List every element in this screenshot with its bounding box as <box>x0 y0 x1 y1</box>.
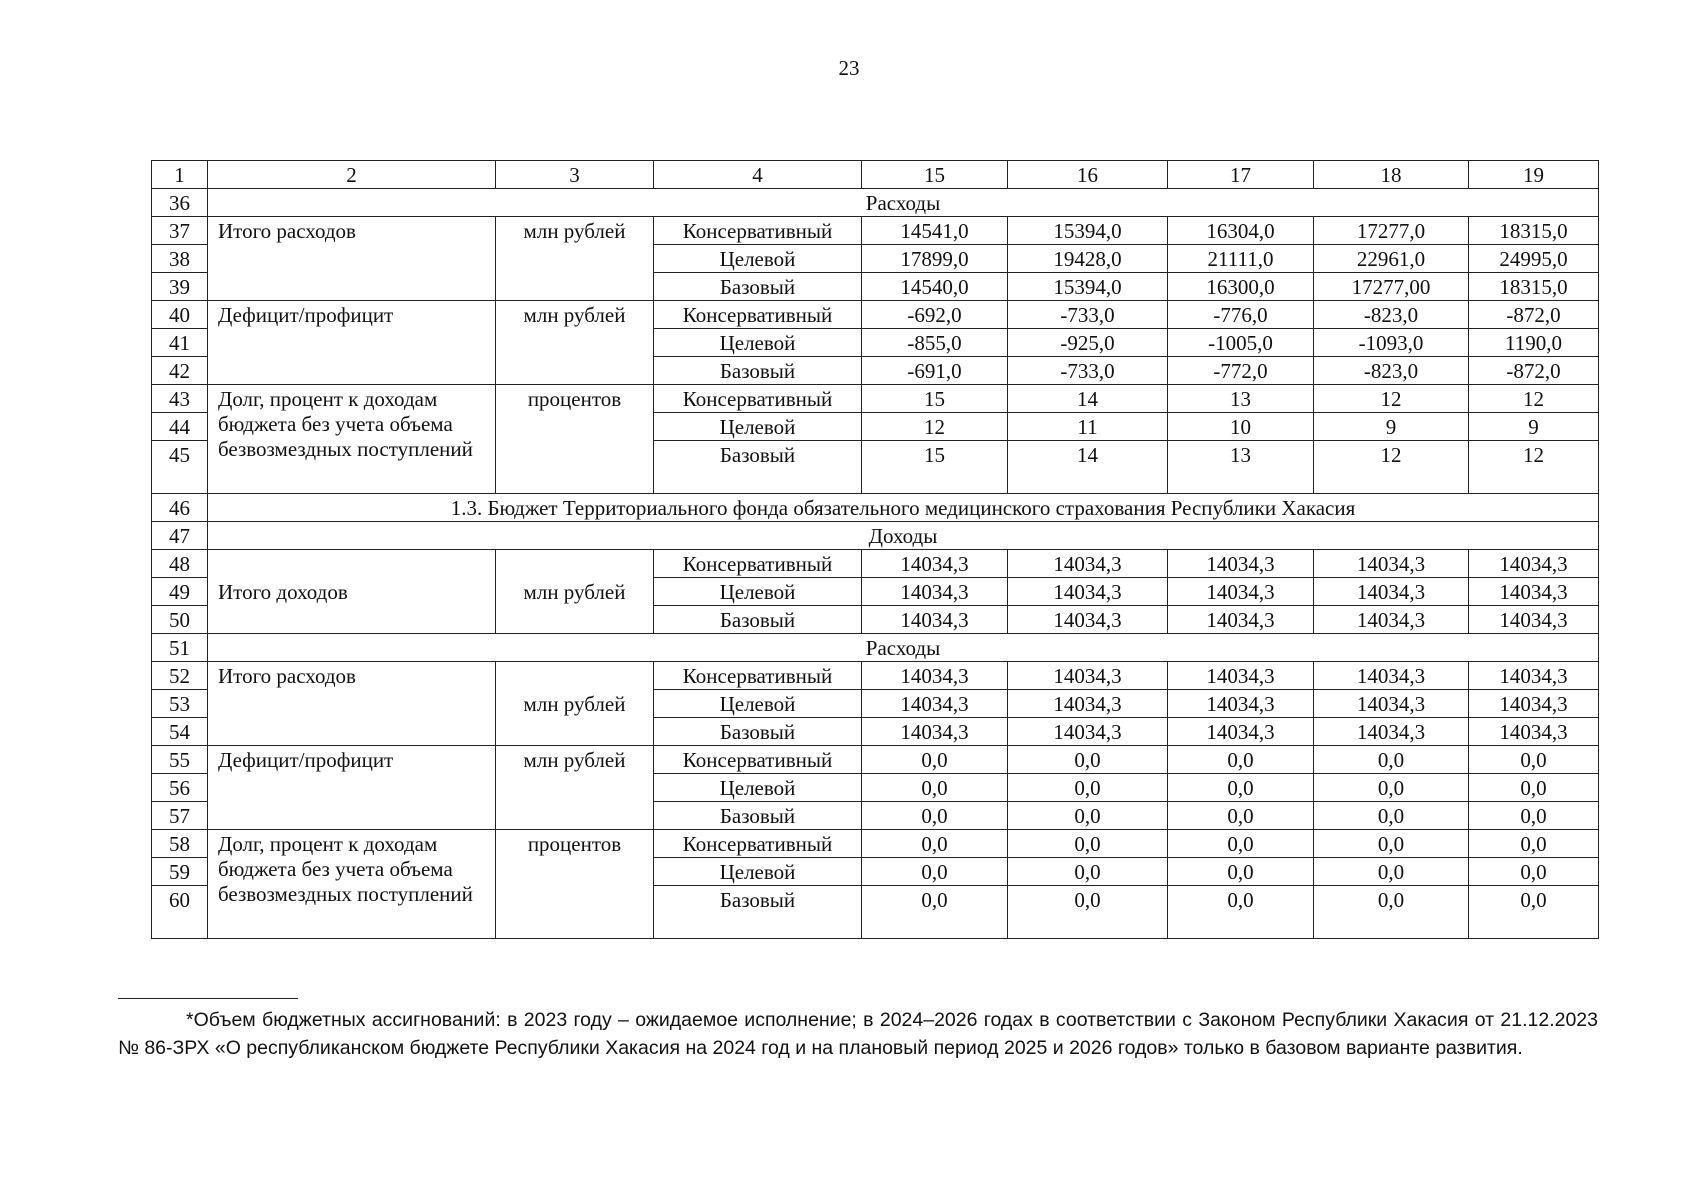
value-cell: 0,0 <box>1008 858 1168 886</box>
value-cell: 0,0 <box>862 774 1008 802</box>
row-number: 36 <box>152 189 208 217</box>
row-number: 40 <box>152 301 208 329</box>
value-cell: 0,0 <box>1469 746 1599 774</box>
value-cell: 0,0 <box>1314 858 1469 886</box>
value-cell: 14034,3 <box>862 718 1008 746</box>
scenario-cell: Консервативный <box>654 550 862 578</box>
value-cell: 14034,3 <box>862 550 1008 578</box>
scenario-cell: Целевой <box>654 858 862 886</box>
value-cell: -925,0 <box>1008 329 1168 357</box>
value-cell: 0,0 <box>1469 774 1599 802</box>
value-cell: 12 <box>1469 385 1599 413</box>
value-cell: 0,0 <box>1469 858 1599 886</box>
row-number: 42 <box>152 357 208 385</box>
footnote-text: *Объем бюджетных ассигнований: в 2023 году – ожидаемое исполнение; в 2024–2026 годах в соответствии с Законом Республики Хакасия от 21.12.2023 № 86-ЗРХ «О республиканском бюджете Республики Хакасия на 2024 год и на плановый период 2025 и 2026 годов» только в базовом варианте развития. <box>118 1009 1598 1059</box>
table-row <box>152 634 1599 662</box>
value-cell: 0,0 <box>1314 802 1469 830</box>
scenario-cell: Целевой <box>654 413 862 441</box>
value-cell: 14034,3 <box>862 578 1008 606</box>
budget-table <box>151 160 1599 939</box>
value-cell: 12 <box>1314 441 1469 494</box>
row-number: 53 <box>152 690 208 718</box>
value-cell: 0,0 <box>1168 830 1314 858</box>
value-cell: 17277,0 <box>1314 217 1469 245</box>
value-cell: 14034,3 <box>862 662 1008 690</box>
value-cell: 14034,3 <box>1168 718 1314 746</box>
scenario-cell: Консервативный <box>654 385 862 413</box>
value-cell: 14034,3 <box>1469 606 1599 634</box>
row-number: 52 <box>152 662 208 690</box>
footnote-separator <box>118 998 298 999</box>
value-cell: 0,0 <box>1008 802 1168 830</box>
value-cell: -772,0 <box>1168 357 1314 385</box>
footnote <box>118 1006 1598 1062</box>
table-row <box>152 662 1599 690</box>
table-row <box>152 746 1599 774</box>
value-cell: 0,0 <box>1008 746 1168 774</box>
value-cell: 12 <box>1314 385 1469 413</box>
indicator-name: Дефицит/профицит <box>208 746 496 830</box>
value-cell: 14034,3 <box>1168 578 1314 606</box>
row-number: 54 <box>152 718 208 746</box>
table-row <box>152 385 1599 413</box>
value-cell: -1093,0 <box>1314 329 1469 357</box>
header-cell: 17 <box>1168 161 1314 189</box>
value-cell: 14034,3 <box>1008 662 1168 690</box>
value-cell: 9 <box>1469 413 1599 441</box>
scenario-cell: Консервативный <box>654 301 862 329</box>
value-cell: -855,0 <box>862 329 1008 357</box>
table-header-row <box>152 161 1599 189</box>
table-row <box>152 830 1599 858</box>
value-cell: 12 <box>1469 441 1599 494</box>
value-cell: -692,0 <box>862 301 1008 329</box>
scenario-cell: Консервативный <box>654 830 862 858</box>
page-number: 23 <box>838 56 860 80</box>
value-cell: 0,0 <box>1314 774 1469 802</box>
scenario-cell: Целевой <box>654 245 862 273</box>
value-cell: 16304,0 <box>1168 217 1314 245</box>
value-cell: 0,0 <box>1314 886 1469 939</box>
unit-cell: млн рублей <box>496 301 654 385</box>
scenario-cell: Базовый <box>654 357 862 385</box>
value-cell: 0,0 <box>1168 774 1314 802</box>
row-number: 38 <box>152 245 208 273</box>
row-number: 45 <box>152 441 208 494</box>
indicator-name: Дефицит/профицит <box>208 301 496 385</box>
value-cell: 15394,0 <box>1008 273 1168 301</box>
value-cell: 21111,0 <box>1168 245 1314 273</box>
header-cell: 19 <box>1469 161 1599 189</box>
header-cell: 2 <box>208 161 496 189</box>
value-cell: 0,0 <box>1168 746 1314 774</box>
row-number: 51 <box>152 634 208 662</box>
value-cell: 14034,3 <box>862 690 1008 718</box>
header-cell: 18 <box>1314 161 1469 189</box>
value-cell: 14541,0 <box>862 217 1008 245</box>
scenario-cell: Целевой <box>654 690 862 718</box>
row-number: 57 <box>152 802 208 830</box>
value-cell: 13 <box>1168 385 1314 413</box>
value-cell: 14540,0 <box>862 273 1008 301</box>
section-heading: Расходы <box>208 189 1599 217</box>
value-cell: 14 <box>1008 385 1168 413</box>
indicator-name: Итого доходов <box>208 550 496 634</box>
unit-cell: млн рублей <box>496 217 654 301</box>
value-cell: 14034,3 <box>1008 606 1168 634</box>
value-cell: 0,0 <box>1469 886 1599 939</box>
value-cell: 10 <box>1168 413 1314 441</box>
table-row <box>152 550 1599 578</box>
value-cell: 19428,0 <box>1008 245 1168 273</box>
row-number: 41 <box>152 329 208 357</box>
value-cell: 22961,0 <box>1314 245 1469 273</box>
value-cell: 14034,3 <box>1314 606 1469 634</box>
value-cell: 18315,0 <box>1469 217 1599 245</box>
table-row <box>152 494 1599 522</box>
section-heading: 1.3. Бюджет Территориального фонда обязательного медицинского страхования Республики Хакасия <box>208 494 1599 522</box>
scenario-cell: Базовый <box>654 606 862 634</box>
row-number: 43 <box>152 385 208 413</box>
scenario-cell: Консервативный <box>654 746 862 774</box>
indicator-name: Долг, процент к доходам бюджета без учета объема безвозмездных поступлений <box>208 385 496 494</box>
value-cell: 14034,3 <box>1008 718 1168 746</box>
table-row <box>152 301 1599 329</box>
unit-cell: процентов <box>496 830 654 939</box>
value-cell: 0,0 <box>1314 746 1469 774</box>
value-cell: 0,0 <box>1168 858 1314 886</box>
value-cell: 0,0 <box>1469 802 1599 830</box>
value-cell: 15 <box>862 385 1008 413</box>
header-cell: 16 <box>1008 161 1168 189</box>
value-cell: 14034,3 <box>1314 662 1469 690</box>
scenario-cell: Консервативный <box>654 217 862 245</box>
value-cell: -823,0 <box>1314 357 1469 385</box>
value-cell: 14034,3 <box>1469 718 1599 746</box>
value-cell: 14034,3 <box>1168 606 1314 634</box>
value-cell: 12 <box>862 413 1008 441</box>
header-cell: 4 <box>654 161 862 189</box>
value-cell: 16300,0 <box>1168 273 1314 301</box>
indicator-name: Долг, процент к доходам бюджета без учета объема безвозмездных поступлений <box>208 830 496 939</box>
scenario-cell: Консервативный <box>654 662 862 690</box>
scenario-cell: Базовый <box>654 273 862 301</box>
scenario-cell: Целевой <box>654 329 862 357</box>
value-cell: 14 <box>1008 441 1168 494</box>
value-cell: 9 <box>1314 413 1469 441</box>
unit-cell: млн рублей <box>496 550 654 634</box>
value-cell: 1190,0 <box>1469 329 1599 357</box>
unit-cell: млн рублей <box>496 746 654 830</box>
value-cell: 14034,3 <box>1008 550 1168 578</box>
section-heading: Расходы <box>208 634 1599 662</box>
value-cell: 14034,3 <box>1314 718 1469 746</box>
value-cell: 15394,0 <box>1008 217 1168 245</box>
value-cell: 0,0 <box>1168 886 1314 939</box>
table-row <box>152 189 1599 217</box>
value-cell: 0,0 <box>862 746 1008 774</box>
value-cell: 17899,0 <box>862 245 1008 273</box>
value-cell: -733,0 <box>1008 301 1168 329</box>
value-cell: 0,0 <box>862 886 1008 939</box>
value-cell: -823,0 <box>1314 301 1469 329</box>
scenario-cell: Целевой <box>654 578 862 606</box>
value-cell: 18315,0 <box>1469 273 1599 301</box>
value-cell: 24995,0 <box>1469 245 1599 273</box>
header-cell: 15 <box>862 161 1008 189</box>
scenario-cell: Базовый <box>654 718 862 746</box>
section-heading: Доходы <box>208 522 1599 550</box>
value-cell: 0,0 <box>1469 830 1599 858</box>
value-cell: 13 <box>1168 441 1314 494</box>
row-number: 44 <box>152 413 208 441</box>
row-number: 60 <box>152 886 208 939</box>
value-cell: 14034,3 <box>1469 578 1599 606</box>
unit-cell: процентов <box>496 385 654 494</box>
value-cell: -872,0 <box>1469 301 1599 329</box>
value-cell: -1005,0 <box>1168 329 1314 357</box>
table-row <box>152 217 1599 245</box>
value-cell: 17277,00 <box>1314 273 1469 301</box>
value-cell: 0,0 <box>1168 802 1314 830</box>
value-cell: -733,0 <box>1008 357 1168 385</box>
value-cell: 0,0 <box>862 830 1008 858</box>
indicator-name: Итого расходов <box>208 662 496 746</box>
value-cell: 14034,3 <box>1168 662 1314 690</box>
row-number: 59 <box>152 858 208 886</box>
value-cell: 0,0 <box>1008 830 1168 858</box>
scenario-cell: Базовый <box>654 802 862 830</box>
value-cell: 14034,3 <box>1008 690 1168 718</box>
row-number: 49 <box>152 578 208 606</box>
value-cell: 0,0 <box>862 858 1008 886</box>
table-row <box>152 522 1599 550</box>
value-cell: 0,0 <box>862 802 1008 830</box>
value-cell: 14034,3 <box>1314 690 1469 718</box>
scenario-cell: Целевой <box>654 774 862 802</box>
scenario-cell: Базовый <box>654 886 862 939</box>
value-cell: 11 <box>1008 413 1168 441</box>
row-number: 56 <box>152 774 208 802</box>
value-cell: -872,0 <box>1469 357 1599 385</box>
value-cell: 14034,3 <box>1314 550 1469 578</box>
row-number: 39 <box>152 273 208 301</box>
unit-cell: млн рублей <box>496 662 654 746</box>
value-cell: 14034,3 <box>1469 690 1599 718</box>
value-cell: 14034,3 <box>1314 578 1469 606</box>
row-number: 46 <box>152 494 208 522</box>
row-number: 50 <box>152 606 208 634</box>
value-cell: 14034,3 <box>1168 690 1314 718</box>
value-cell: 15 <box>862 441 1008 494</box>
row-number: 58 <box>152 830 208 858</box>
value-cell: 14034,3 <box>1469 662 1599 690</box>
header-cell: 1 <box>152 161 208 189</box>
indicator-name: Итого расходов <box>208 217 496 301</box>
value-cell: 14034,3 <box>1469 550 1599 578</box>
row-number: 48 <box>152 550 208 578</box>
value-cell: 0,0 <box>1008 886 1168 939</box>
value-cell: 0,0 <box>1314 830 1469 858</box>
row-number: 37 <box>152 217 208 245</box>
row-number: 55 <box>152 746 208 774</box>
value-cell: 14034,3 <box>1168 550 1314 578</box>
scenario-cell: Базовый <box>654 441 862 494</box>
row-number: 47 <box>152 522 208 550</box>
value-cell: 14034,3 <box>1008 578 1168 606</box>
header-cell: 3 <box>496 161 654 189</box>
value-cell: 0,0 <box>1008 774 1168 802</box>
value-cell: 14034,3 <box>862 606 1008 634</box>
value-cell: -776,0 <box>1168 301 1314 329</box>
value-cell: -691,0 <box>862 357 1008 385</box>
